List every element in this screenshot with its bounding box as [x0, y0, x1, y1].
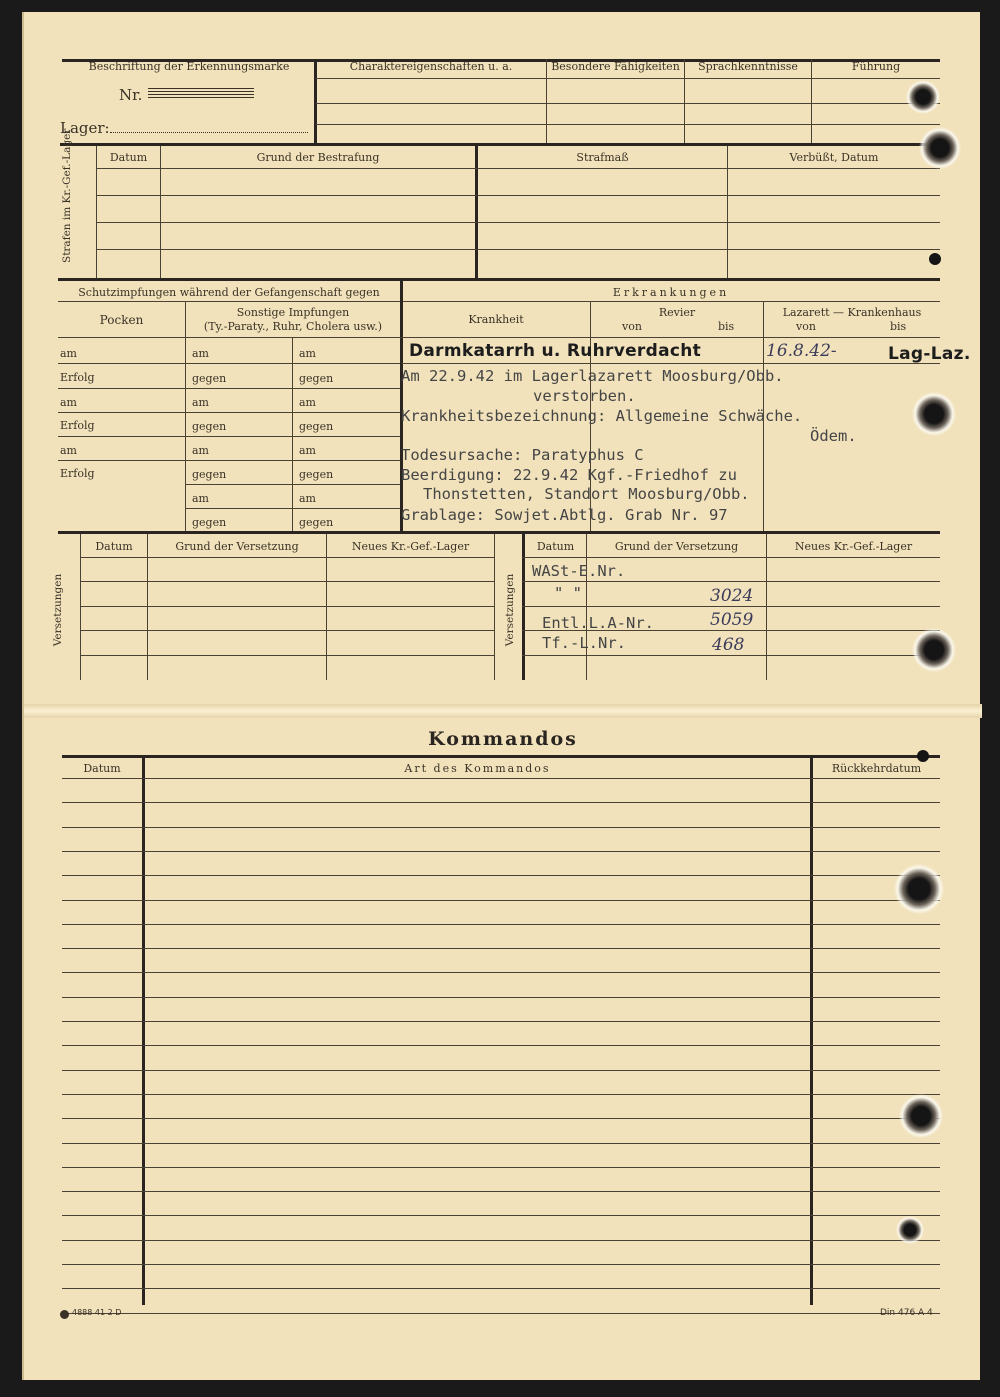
strafmass-header: Strafmaß: [576, 151, 629, 164]
impf-row-4-pocken: Erfolg: [60, 419, 95, 432]
punch-dot: [917, 750, 929, 762]
entl-nr-value: 5059: [710, 610, 754, 630]
punch-hole: [919, 127, 961, 169]
rule: [58, 436, 400, 437]
krankheit-stamp: Darmkatarrh u. Ruhrverdacht: [409, 341, 702, 361]
impf-row-4-s2: gegen: [299, 420, 334, 433]
impfungen-header: Schutzimpfungen während der Gefangenschaft gegen: [78, 286, 380, 299]
rule: [58, 278, 940, 281]
kommandos-row-line: [62, 802, 940, 803]
versetzungen-left-side-label: Versetzungen: [52, 573, 64, 647]
kommandos-title: Kommandos: [428, 728, 578, 750]
lazarett-stamp: Lag-Laz.: [888, 344, 971, 364]
verbuesst-header: Verbüßt, Datum: [789, 151, 879, 164]
revier-bis: bis: [718, 320, 735, 333]
sonstige-header-2: (Ty.-Paraty., Ruhr, Cholera usw.): [203, 320, 383, 333]
rule: [58, 460, 400, 461]
rule: [80, 655, 494, 656]
kommandos-row-line: [62, 1094, 940, 1095]
strafen-side-label-2: im Kr.-Gef.-Lager: [61, 128, 73, 221]
impf-row-7-s2: am: [299, 492, 316, 505]
kommandos-row-line: [62, 1070, 940, 1071]
strafen-side-label-1: Strafen: [61, 223, 73, 263]
impf-row-7-s1: am: [192, 492, 209, 505]
kommandos-row-line: [62, 1118, 940, 1119]
impf-row-3-pocken: am: [60, 396, 77, 409]
lazarett-bis: bis: [890, 320, 907, 333]
kommandos-row-line: [62, 972, 940, 973]
rule: [58, 337, 940, 338]
lager-field: [110, 132, 308, 133]
kommandos-row-line: [62, 1045, 940, 1046]
lazarett-header: Lazarett — Krankenhaus: [782, 306, 922, 319]
rule: [62, 778, 940, 779]
rule: [522, 655, 940, 656]
rule: [810, 757, 813, 1305]
death-note-line-6: Beerdigung: 22.9.42 Kgf.-Friedhof zu: [401, 466, 737, 484]
rule: [326, 534, 327, 680]
rule: [58, 301, 940, 302]
rule: [80, 581, 494, 582]
impf-row-4-s1: gegen: [192, 420, 227, 433]
impf-row-3-s2: am: [299, 396, 316, 409]
punch-hole: [912, 392, 956, 436]
death-note-line-5: Todesursache: Paratyphus C: [401, 446, 644, 464]
erkrankungen-header: Erkrankungen: [612, 286, 730, 299]
rule: [316, 78, 940, 79]
strafen-datum-header: Datum: [109, 151, 148, 164]
rule: [96, 195, 940, 196]
fuehrung-header: Führung: [851, 60, 901, 73]
rule: [80, 557, 494, 558]
impf-row-3-s1: am: [192, 396, 209, 409]
entl-nr-label: Entl.L.A-Nr.: [542, 614, 654, 632]
nr-label: Nr.: [119, 86, 143, 104]
strafen-grund-header: Grund der Bestrafung: [256, 151, 380, 164]
punch-hole: [894, 864, 944, 914]
tf-nr-label: Tf.-L.Nr.: [542, 634, 626, 652]
page-fold: [24, 704, 982, 718]
kommandos-row-line: [62, 1021, 940, 1022]
impf-row-8-s2: gegen: [299, 516, 334, 529]
kommandos-row-line: [62, 997, 940, 998]
lazarett-von: von: [796, 320, 816, 333]
pocken-header: Pocken: [99, 313, 144, 327]
rule: [58, 388, 400, 389]
rule: [494, 534, 495, 680]
impf-row-6-pocken: Erfolg: [60, 467, 95, 480]
sonstige-header-1: Sonstige Impfungen: [236, 306, 350, 319]
rule: [185, 508, 400, 509]
death-note-line-4: Ödem.: [810, 427, 857, 445]
tf-nr-value: 468: [712, 635, 745, 655]
kommandos-row-line: [62, 1288, 940, 1289]
versetzungen-right-side-label: Versetzungen: [504, 573, 516, 647]
rule: [147, 534, 148, 680]
document-page: [22, 12, 980, 1380]
rule: [62, 755, 940, 758]
rule: [522, 581, 940, 582]
punch-hole: [906, 80, 940, 114]
versetzung-left-grund-header: Grund der Versetzung: [175, 540, 299, 553]
impf-row-6-s1: gegen: [192, 468, 227, 481]
rule: [586, 534, 587, 680]
punch-dot: [929, 253, 941, 265]
impf-row-2-s2: gegen: [299, 372, 334, 385]
nr-redacted-bar: [148, 88, 254, 100]
impf-row-1-pocken: am: [60, 347, 77, 360]
impf-row-5-pocken: am: [60, 444, 77, 457]
revier-header: Revier: [658, 306, 696, 319]
wast-nr-label: WASt-E.Nr.: [532, 562, 626, 580]
rule: [60, 143, 940, 146]
death-note-line-1: Am 22.9.42 im Lagerlazarett Moosburg/Obb.: [401, 367, 784, 385]
print-code: 4888 41 2 D: [72, 1308, 122, 1317]
rule: [402, 363, 940, 364]
rule: [96, 222, 940, 223]
kommandos-row-line: [62, 875, 940, 876]
ditto-value: 3024: [710, 586, 754, 606]
rule: [58, 531, 940, 534]
death-note-line-7: Thonstetten, Standort Moosburg/Obb.: [423, 485, 750, 503]
rule: [522, 606, 940, 607]
kommandos-row-line: [62, 1143, 940, 1144]
death-note-line-3: Krankheitsbezeichnung: Allgemeine Schwäche.: [401, 407, 803, 425]
printer-mark-icon: [60, 1310, 69, 1319]
kommandos-row-line: [62, 1313, 940, 1314]
din-label: Din 476 A 4: [880, 1308, 933, 1318]
kommandos-row-line: [62, 900, 940, 901]
rule: [522, 534, 525, 680]
kommandos-art-header: Art des Kommandos: [404, 762, 551, 775]
kommandos-row-line: [62, 851, 940, 852]
impf-row-8-s1: gegen: [192, 516, 227, 529]
rule: [58, 363, 400, 364]
kommandos-row-line: [62, 1191, 940, 1192]
impf-row-1-s1: am: [192, 347, 209, 360]
punch-hole: [899, 1094, 943, 1138]
kommandos-row-line: [62, 827, 940, 828]
kommandos-row-line: [62, 1240, 940, 1241]
kommandos-row-line: [62, 1264, 940, 1265]
versetzung-right-grund-header: Grund der Versetzung: [614, 540, 739, 553]
rule: [292, 337, 293, 531]
revier-von: von: [622, 320, 642, 333]
punch-hole: [912, 628, 956, 672]
death-note-line-2: verstorben.: [533, 387, 636, 405]
kommandos-row-line: [62, 924, 940, 925]
versetzung-left-lager-header: Neues Kr.-Gef.-Lager: [351, 540, 470, 553]
rule: [316, 124, 940, 125]
death-note-line-8: Grablage: Sowjet.Abtlg. Grab Nr. 97: [401, 506, 728, 524]
erkennungsmarke-header: Beschriftung der Erkennungsmarke: [88, 60, 290, 73]
kommandos-row-line: [62, 1215, 940, 1216]
rule: [185, 484, 400, 485]
lager-label: Lager:: [60, 119, 110, 137]
impf-row-2-pocken: Erfolg: [60, 371, 95, 384]
impf-row-5-s1: am: [192, 444, 209, 457]
kommandos-datum-header: Datum: [83, 762, 121, 775]
impf-row-6-s2: gegen: [299, 468, 334, 481]
rule: [96, 249, 940, 250]
rule: [522, 557, 940, 558]
kommandos-row-line: [62, 1167, 940, 1168]
punch-hole: [896, 1216, 924, 1244]
versetzung-left-datum-header: Datum: [95, 540, 133, 553]
charakter-header: Charaktereigenschaften u. a.: [349, 60, 513, 73]
versetzung-right-lager-header: Neues Kr.-Gef.-Lager: [794, 540, 913, 553]
impf-row-5-s2: am: [299, 444, 316, 457]
rule: [80, 630, 494, 631]
rule: [96, 168, 940, 169]
impf-row-1-s2: am: [299, 347, 316, 360]
rule: [766, 534, 767, 680]
kommandos-row-line: [62, 948, 940, 949]
kommandos-rueckkehr-header: Rückkehrdatum: [831, 762, 922, 775]
rule: [727, 146, 728, 278]
rule: [96, 146, 97, 278]
versetzung-right-datum-header: Datum: [536, 540, 575, 553]
ditto-label: " ": [554, 584, 582, 602]
rule: [80, 534, 81, 680]
revier-date-handwritten: 16.8.42-: [766, 341, 837, 361]
faehigkeiten-header: Besondere Fähigkeiten: [551, 60, 680, 73]
rule: [58, 412, 400, 413]
rule: [142, 757, 145, 1305]
rule: [475, 146, 478, 278]
rule: [316, 103, 940, 104]
rule: [160, 146, 161, 278]
sprachkenntnisse-header: Sprachkenntnisse: [698, 60, 798, 73]
strafen-side-label: [61, 128, 73, 263]
impf-row-2-s1: gegen: [192, 372, 227, 385]
krankheit-header: Krankheit: [468, 313, 524, 326]
rule: [80, 606, 494, 607]
rule: [185, 301, 186, 531]
